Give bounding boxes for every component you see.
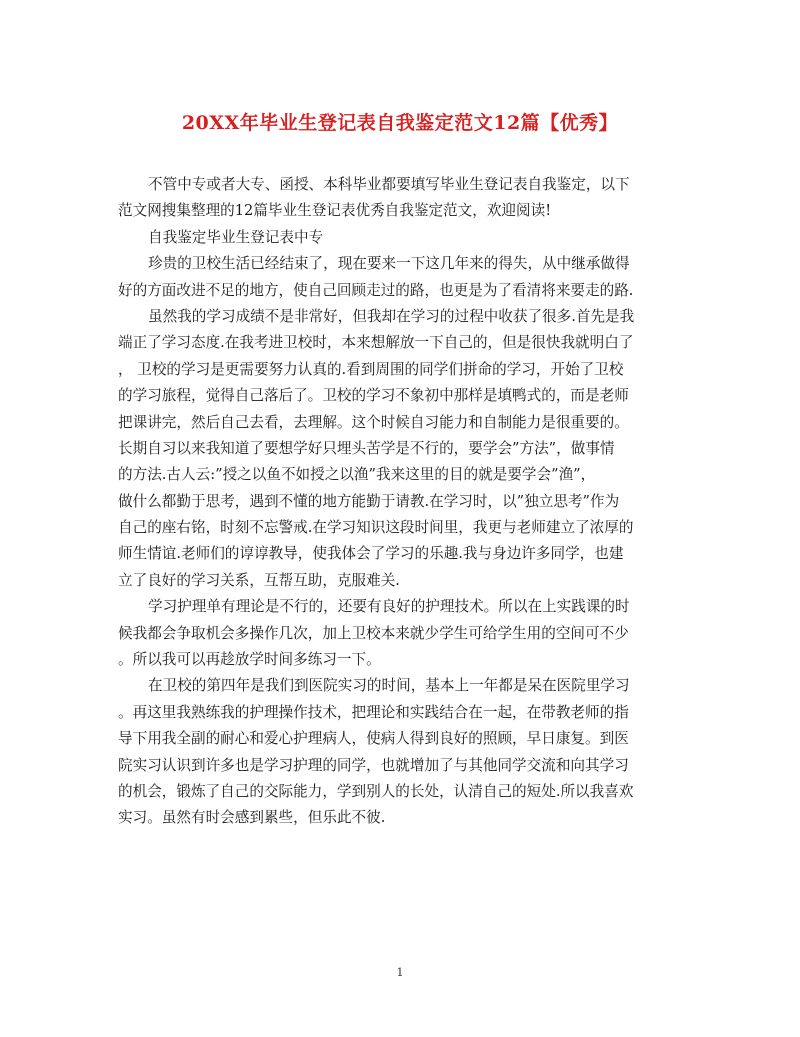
paragraph-line: 虽然我的学习成绩不是非常好，但我却在学习的过程中收获了很多.首先是我 bbox=[148, 307, 635, 325]
paragraph-line: 师生情谊.老师们的谆谆教导，使我体会了学习的乐趣.我与身边许多同学，也建 bbox=[118, 545, 624, 563]
paragraph-line: 导下用我全副的耐心和爱心护理病人，使病人得到良好的照顾，早日康复。到医 bbox=[118, 730, 629, 748]
paragraph-line: 做什么都勤于思考，遇到不懂的地方能勤于请教.在学习时，以”独立思考”作为 bbox=[118, 492, 620, 510]
paragraph-line: 不管中专或者大专、函授、本科毕业都要填写毕业生登记表自我鉴定，以下 bbox=[148, 176, 630, 193]
paragraph-line: 院实习认识到许多也是学习护理的同学，也就增加了与其他同学交流和向其学习 bbox=[118, 756, 629, 774]
paragraph-line: 的学习旅程，觉得自己落后了。卫校的学习不象初中那样是填鸭式的，而是老师 bbox=[118, 387, 629, 405]
paragraph-line: 候我都会争取机会多操作几次，加上卫校本来就少学生可给学生用的空间可不少 bbox=[118, 624, 629, 642]
paragraph-line: 。所以我可以再趁放学时间多练习一下。 bbox=[118, 651, 381, 669]
paragraph-line: 的方法.古人云:”授之以鱼不如授之以渔”我来这里的目的就是要学会”渔”， bbox=[118, 466, 596, 484]
page-number: 1 bbox=[396, 966, 404, 979]
paragraph-line: 范文网搜集整理的12篇毕业生登记表优秀自我鉴定范文，欢迎阅读! bbox=[118, 202, 552, 220]
paragraph-line: 好的方面改进不足的地方，使自己回顾走过的路，也更是为了看清将来要走的路. bbox=[118, 281, 634, 299]
paragraph-line: 实习。虽然有时会感到累些，但乐此不彼. bbox=[118, 809, 386, 827]
article-body bbox=[118, 172, 684, 832]
paragraph-line: 自己的座右铭，时刻不忘警戒.在学习知识这段时间里，我更与老师建立了浓厚的 bbox=[118, 519, 634, 537]
section-heading: 自我鉴定毕业生登记表中专 bbox=[148, 228, 324, 246]
paragraph-line: 立了良好的学习关系，互帮互助，克服难关. bbox=[118, 571, 400, 589]
paragraph-line: 端正了学习态度.在我考进卫校时，本来想解放一下自己的，但是很快我就明白了 bbox=[118, 334, 634, 352]
paragraph-line: 。再这里我熟练我的护理操作技术，把理论和实践结合在一起，在带教老师的指 bbox=[118, 703, 629, 721]
paragraph-line: ， 卫校的学习是更需要努力认真的.看到周围的同学们拼命的学习，开始了卫校 bbox=[118, 360, 624, 378]
paragraph-line: 学习护理单有理论是不行的，还要有良好的护理技术。所以在上实践课的时 bbox=[148, 598, 630, 616]
paragraph-line: 的机会，锻炼了自己的交际能力，学到别人的长处，认清自己的短处.所以我喜欢 bbox=[118, 782, 634, 800]
page-title: 20XX年毕业生登记表自我鉴定范文12篇【优秀】 bbox=[181, 112, 619, 134]
paragraph-line: 长期自习以来我知道了要想学好只埋头苦学是不行的，要学会”方法”，做事情 bbox=[118, 439, 615, 457]
paragraph-line: 在卫校的第四年是我们到医院实习的时间，基本上一年都是呆在医院里学习 bbox=[148, 677, 630, 695]
paragraph-line: 珍贵的卫校生活已经结束了，现在要来一下这几年来的得失，从中继承做得 bbox=[148, 255, 630, 273]
paragraph-line: 把课讲完，然后自己去看，去理解。这个时候自习能力和自制能力是很重要的。 bbox=[118, 413, 629, 431]
